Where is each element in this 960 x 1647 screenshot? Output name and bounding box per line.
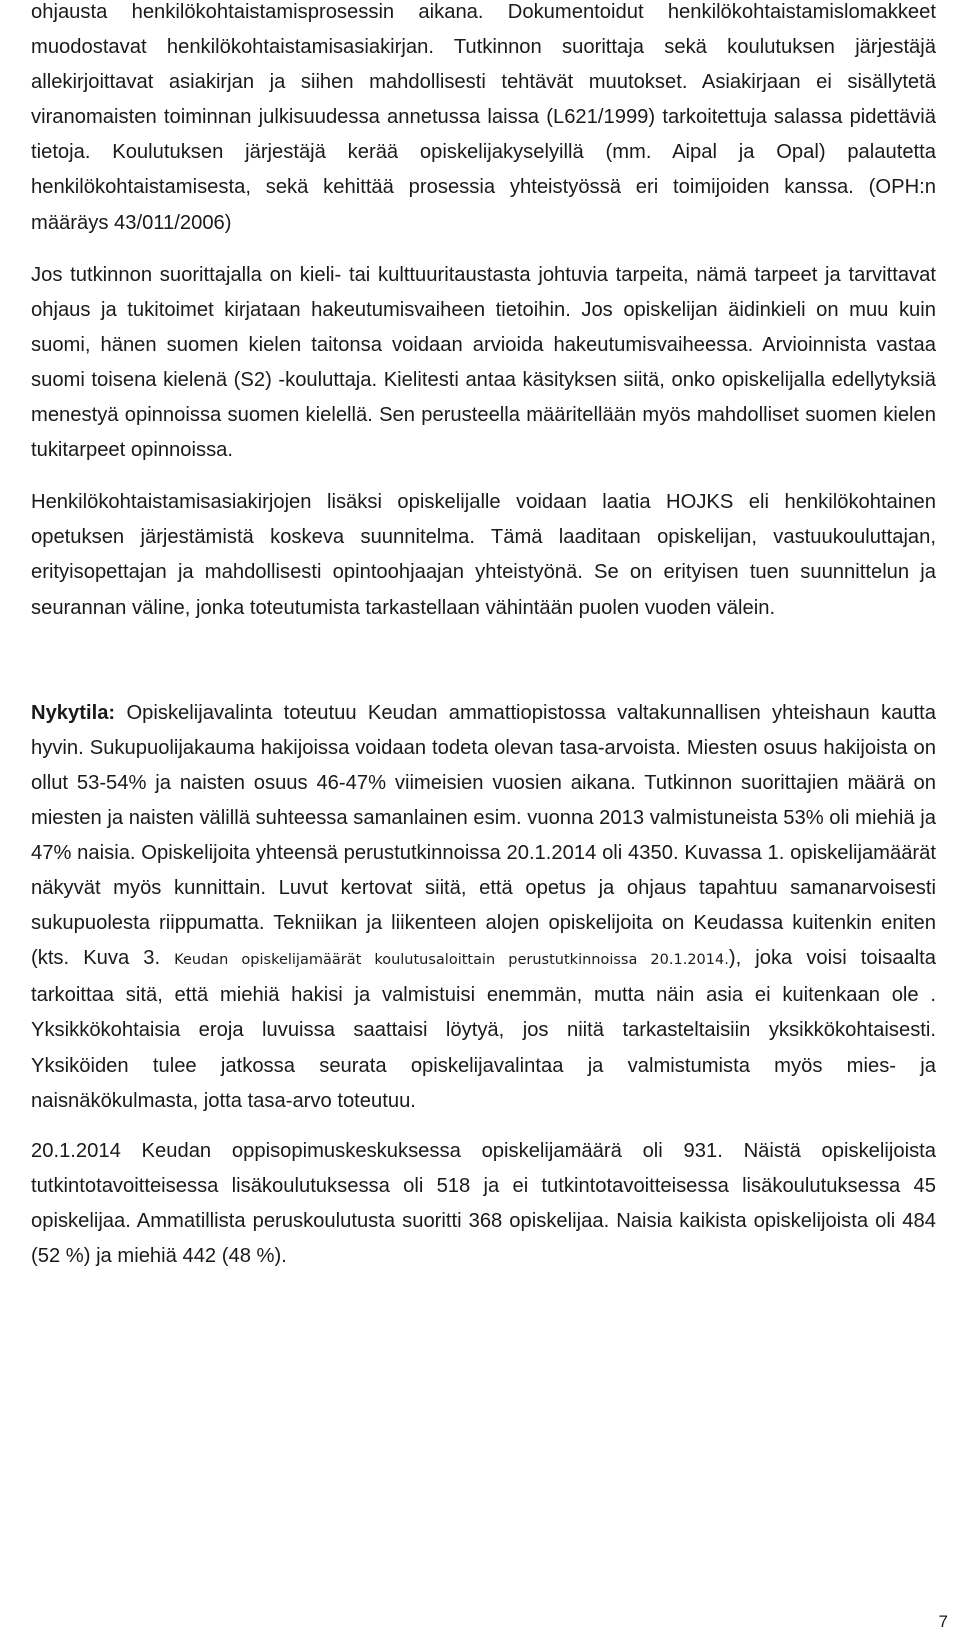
paragraph-language-needs: Jos tutkinnon suorittajalla on kieli- tai kulttuuritaustasta johtuvia tarpeita, nämä tarpeet ja tarvittavat ohjaus ja tukitoimet kirjataan hakeutumisvaiheen tietoihin. Jos opiskelijan äidinkieli on muu kuin suomi, hänen suomen kielen taitonsa voidaan arvioida hakeutumisvaiheessa. Arvioinnista vastaa suomi toisena kielenä (S2) -kouluttaja. Kielitesti antaa käsityksen siitä, onko opiskelijalla edellytyksiä menestyä opinnoissa suomen kielellä. Sen perusteella määritellään myös mahdolliset suomen kielen tukitarpeet opinnoissa. <box>31 263 936 462</box>
document-page <box>31 0 936 1274</box>
paragraph-apprenticeship-figures: 20.1.2014 Keudan oppisopimuskeskuksessa opiskelijamäärä oli 931. Näistä opiskelijoista tutkintotavoitteisessa lisäkoulutuksessa oli 518 ja ei tutkintotavoitteisessa lisäkoulutuksessa 45 opiskelijaa. Ammatillista peruskoulutusta suoritti 368 opiskelijaa. Naisia kaikista opiskelijoista oli 484 (52 %) ja miehiä 442 (48 %). <box>31 1139 936 1267</box>
paragraph-personalisation-documentation: ohjausta henkilökohtaistamisprosessin aikana. Dokumentoidut henkilökohtaistamislomakkeet muodostavat henkilökohtaistamisasiakirjan. Tutkinnon suorittaja sekä koulutuksen järjestäjä allekirjoittavat asiakirjan ja siihen mahdollisesti tehtävät muutokset. Asiakirjaan ei sisällytetä viranomaisten toiminnan julkisuudessa annetussa laissa (L621/1999) tarkoitettuja salassa pidettäviä tietoja. Koulutuksen järjestäjä kerää opiskelijakyselyillä (mm. Aipal ja Opal) palautetta henkilökohtaistamisesta, sekä kehittää prosessia yhteistyössä eri toimijoiden kanssa. (OPH:n määräys 43/011/2006) <box>31 1 936 234</box>
paragraph-current-status <box>31 696 936 1119</box>
paragraph-hojks: Henkilökohtaistamisasiakirjojen lisäksi opiskelijalle voidaan laatia HOJKS eli henkilökohtainen opetuksen järjestämistä koskeva suunnitelma. Tämä laaditaan opiskelijan, vastuukouluttajan, erityisopettajan ja mahdollisesti opintoohjaajan yhteistyönä. Se on erityisen tuen suunnittelun ja seurannan väline, jonka toteutumista tarkastellaan vähintään puolen vuoden välein. <box>31 491 936 619</box>
current-status-text: Opiskelijavalinta toteutuu Keudan ammattiopistossa valtakunnallisen yhteishaun kautta hyvin. Sukupuolijakauma hakijoissa voidaan todeta olevan tasa-arvoista. Miesten osuus hakijoista on ollut 53-54% ja naisten osuus 46-47% viimeisien vuosien aikana. Tutkinnon suorittajien määrä on miesten ja naisten välillä suhteessa samanlainen esim. vuonna 2013 valmistuneista 53% oli miehiä ja 47% naisia. Opiskelijoita yhteensä perustutkinnoissa 20.1.2014 oli 4350. Kuvassa 1. opiskelijamäärät näkyvät myös kunnittain. Luvut kertovat siitä, että opetus ja ohjaus tapahtuu samanarvoisesti sukupuolesta riippumatta. Tekniikan ja liikenteen alojen opiskelijoita on Keudassa kuitenkin eniten (kts. Kuva 3. <box>31 701 936 970</box>
current-status-text-continued: ), joka voisi toisaalta tarkoittaa sitä, että miehiä hakisi ja valmistuisi enemmän, mutta näin asia ei kuitenkaan ole . Yksikkökohtaisia eroja luvuissa saattaisi löytyä, jos niitä tarkasteltaisiin yksikkökohtaisesti. Yksiköiden tulee jatkossa seurata opiskelijavalintaa ja valmistumista myös mies- ja naisnäkökulmasta, jotta tasa-arvo toteutuu. <box>31 947 936 1112</box>
figure-reference: Keudan opiskelijamäärät koulutusaloittain perustutkinnoissa 20.1.2014. <box>174 952 729 969</box>
page-number: 7 <box>938 1612 948 1631</box>
current-status-label: Nykytila: <box>31 701 116 724</box>
